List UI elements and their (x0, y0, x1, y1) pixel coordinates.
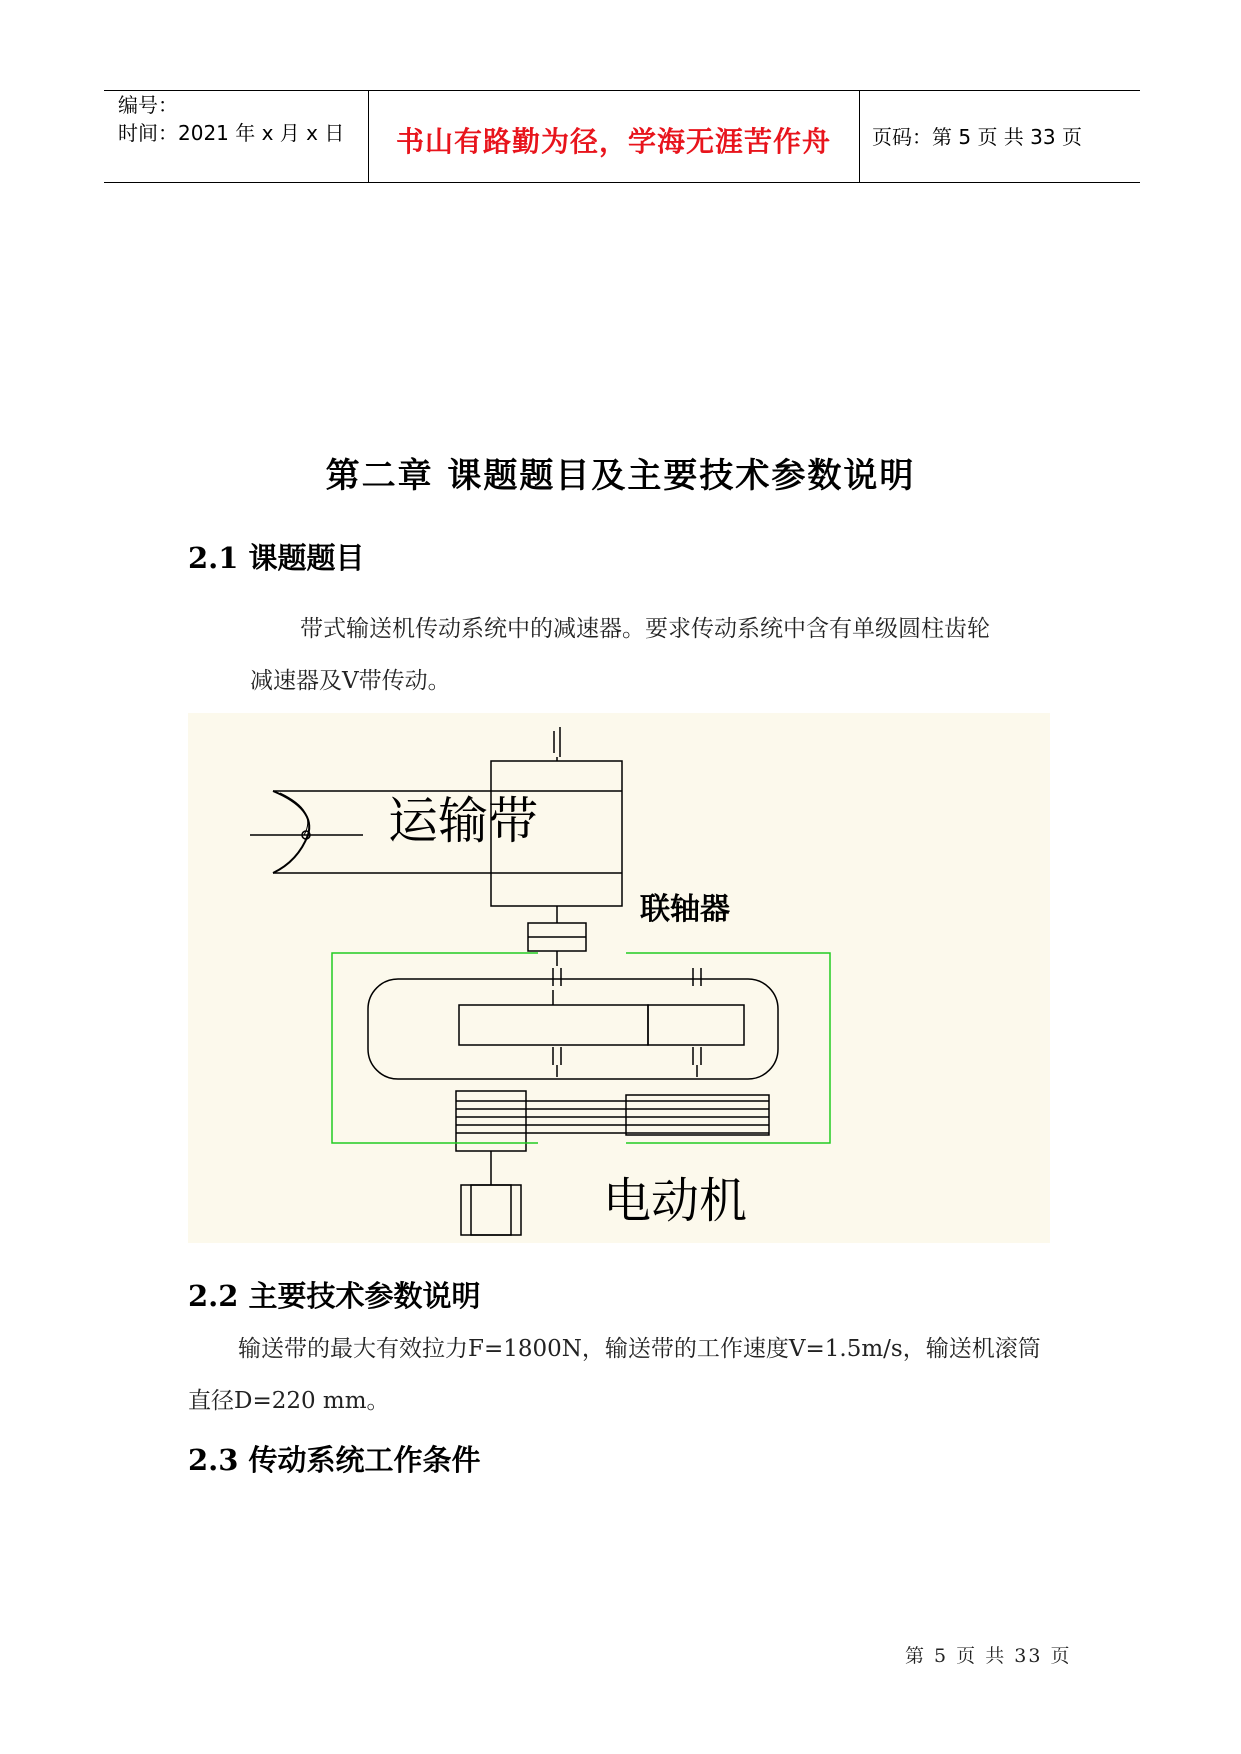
section-2-2-paragraph-line2: 直径D=220 mm。 (188, 1388, 390, 1414)
section-heading-2-2: 2.2 主要技术参数说明 (188, 1279, 481, 1313)
header-page-info: 页码：第 5 页 共 33 页 (872, 125, 1082, 149)
section-2-1-paragraph-line1: 带式输送机传动系统中的减速器。要求传动系统中含有单级圆柱齿轮 (300, 616, 990, 642)
gearbox-outer-housing (332, 953, 830, 1143)
gear-large (459, 1005, 648, 1045)
section-heading-2-3: 2.3 传动系统工作条件 (188, 1443, 481, 1477)
doc-number-label: 编号： (118, 93, 178, 117)
section-2-2-paragraph-line1: 输送带的最大有效拉力F=1800N，输送带的工作速度V=1.5m/s，输送机滚筒 (238, 1336, 1041, 1362)
footer-page-number: 第 5 页 共 33 页 (905, 1645, 1072, 1667)
section-heading-2-1: 2.1 课题题目 (188, 541, 365, 575)
motor-body (461, 1185, 521, 1235)
label-conveyor-belt: 运输带 (388, 792, 538, 850)
chapter-title: 第二章 课题题目及主要技术参数说明 (325, 456, 916, 496)
transmission-diagram-svg (188, 713, 1050, 1243)
gearbox-inner-housing (368, 979, 778, 1079)
section-2-1-paragraph-line2: 减速器及V带传动。 (250, 668, 451, 694)
belt-end-arc-inner (280, 793, 308, 835)
header-top-rule (104, 90, 1140, 91)
header-bottom-rule (104, 182, 1140, 183)
gear-small (648, 1005, 744, 1045)
label-motor: 电动机 (603, 1173, 748, 1229)
pulley-small (456, 1091, 526, 1151)
label-coupling: 联轴器 (640, 892, 730, 927)
doc-time-label: 时间：2021 年 x 月 x 日 (118, 121, 345, 145)
header-divider-right (859, 90, 860, 183)
motor-inner (471, 1185, 511, 1235)
header-motto: 书山有路勤为径，学海无涯苦作舟 (395, 125, 831, 158)
transmission-diagram (188, 713, 1050, 1243)
